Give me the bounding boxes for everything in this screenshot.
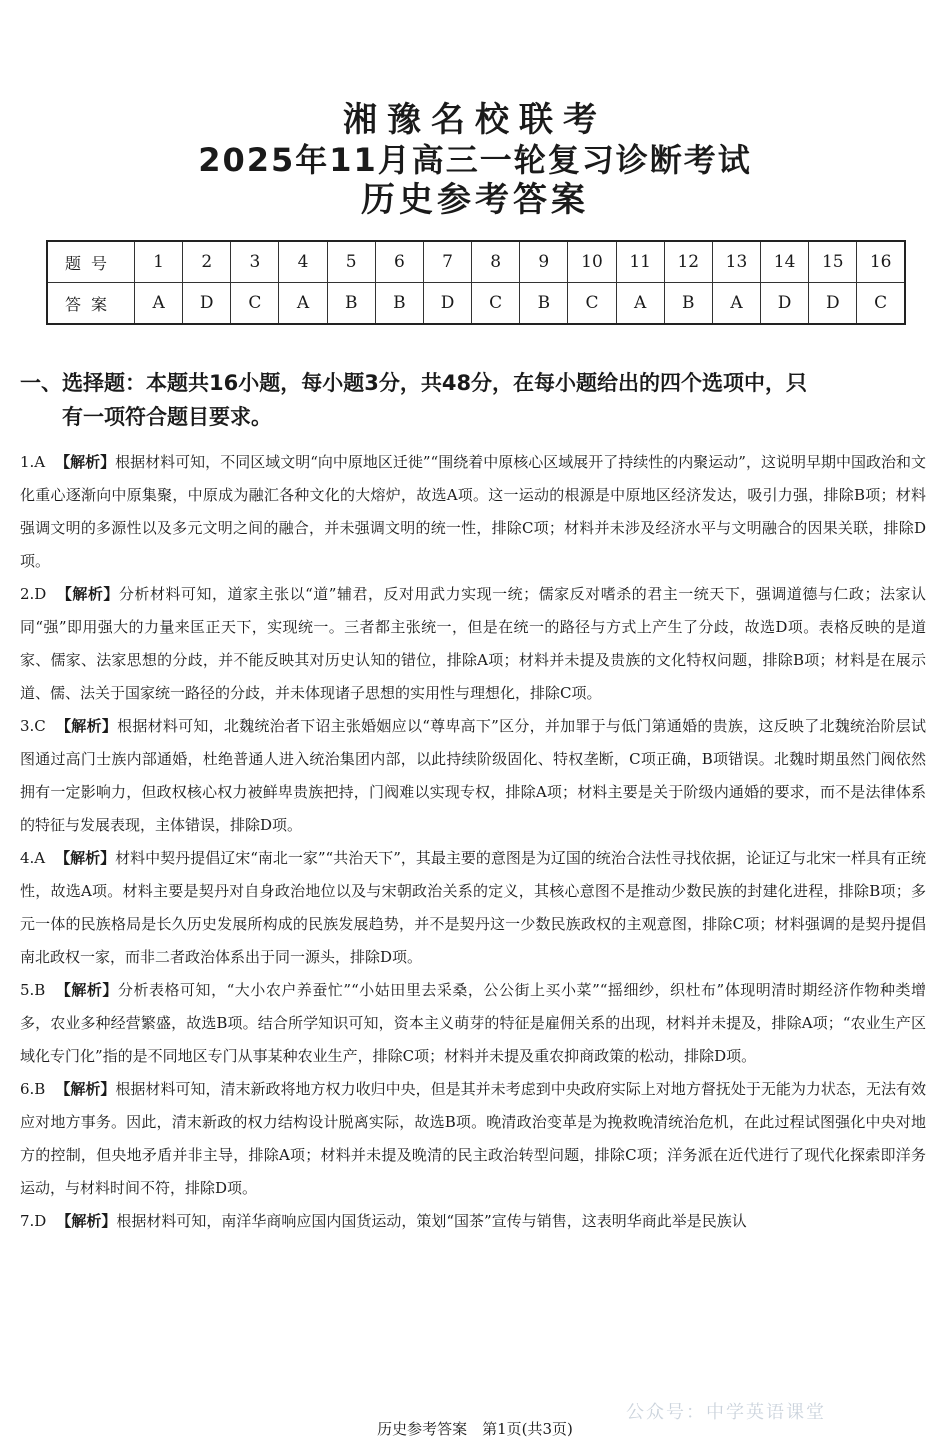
answer-cell: D	[761, 283, 809, 325]
answer-cell: D	[423, 283, 471, 325]
question-number-answer: 2.D	[20, 585, 47, 603]
question-explanation	[20, 974, 926, 1073]
analysis-tag: 【解析】	[55, 849, 116, 867]
question-number-cell: 10	[568, 241, 616, 283]
title-exam-name: 2025年11月高三一轮复习诊断考试	[198, 141, 752, 179]
analysis-text: 材料中契丹提倡辽宋“南北一家”“共治天下”，其最主要的意图是为辽国的统治合法性寻找依据，论证辽与北宋一样具有正统性，故选A项。材料主要是契丹对自身政治地位以及与宋朝政治关系的定义，其核心意图不是推动少数民族的封建化进程，排除B项；多元一体的民族格局是长久历史发展所构成的民族发展趋势，并不是契丹这一少数民族政权的主观意图，排除C项；材料强调的是契丹提倡南北政权一家，而非二者政治体系出于同一源头，排除D项。	[20, 849, 926, 966]
question-number-cell: 6	[375, 241, 423, 283]
question-number-answer: 6.B	[20, 1080, 46, 1098]
answer-cell: D	[809, 283, 857, 325]
analysis-tag: 【解析】	[55, 453, 116, 471]
question-number-cell: 8	[472, 241, 520, 283]
answer-table-number-row	[47, 241, 905, 283]
answer-cell: B	[520, 283, 568, 325]
answer-cell: C	[472, 283, 520, 325]
question-list	[20, 446, 926, 1238]
analysis-tag: 【解析】	[56, 1212, 117, 1230]
page-footer: 历史参考答案 第1页(共3页)	[377, 1420, 573, 1438]
analysis-tag: 【解析】	[55, 717, 118, 735]
question-number-cell: 15	[809, 241, 857, 283]
title-exam-union: 湘豫名校联考	[343, 100, 607, 140]
question-explanation	[20, 1073, 926, 1205]
analysis-text: 根据材料可知，不同区域文明“向中原地区迁徙”“围绕着中原核心区域展开了持续性的内聚运动”，这说明早期中国政治和文化重心逐渐向中原集聚，中原成为融汇各种文化的大熔炉，故选A项。这一运动的根源是中原地区经济发达，吸引力强，排除B项；材料强调文明的多源性以及多元文明之间的融合，并未强调文明的统一性，排除C项；材料并未涉及经济水平与文明融合的因果关联，排除D项。	[20, 453, 926, 570]
question-number-cell: 11	[616, 241, 664, 283]
section-heading	[20, 366, 930, 434]
answer-cell: A	[712, 283, 760, 325]
question-explanation	[20, 446, 926, 578]
section-heading-line1: 一、选择题：本题共16小题，每小题3分，共48分，在每小题给出的四个选项中，只	[20, 371, 808, 395]
question-number-cell: 13	[712, 241, 760, 283]
answer-cell: B	[327, 283, 375, 325]
answer-table-answer-label: 答案	[47, 283, 135, 325]
answer-cell: C	[857, 283, 905, 325]
question-number-answer: 3.C	[20, 717, 46, 735]
question-number-cell: 3	[231, 241, 279, 283]
question-number-cell: 1	[135, 241, 183, 283]
question-number-cell: 16	[857, 241, 905, 283]
question-number-answer: 1.A	[20, 453, 46, 471]
answer-cell: A	[135, 283, 183, 325]
watermark: 公众号：中学英语课堂	[626, 1402, 826, 1423]
answer-cell: C	[568, 283, 616, 325]
question-number-cell: 14	[761, 241, 809, 283]
question-number-answer: 5.B	[20, 981, 46, 999]
section-heading-line2: 有一项符合题目要求。	[62, 405, 272, 429]
question-number-cell: 5	[327, 241, 375, 283]
question-explanation	[20, 1205, 926, 1238]
answer-table-number-label: 题号	[47, 241, 135, 283]
analysis-text: 根据材料可知，北魏统治者下诏主张婚姻应以“尊卑高下”区分，并加罪于与低门第通婚的贵族，这反映了北魏统治阶层试图通过高门士族内部通婚，杜绝普通人进入统治集团内部，以此持续阶级固化、特权垄断，C项正确，B项错误。北魏时期虽然门阀依然拥有一定影响力，但政权核心权力被鲜卑贵族把持，门阀难以实现专权，排除A项；材料主要是关于阶级内通婚的要求，而不是法律体系的特征与发展表现，主体错误，排除D项。	[20, 717, 926, 834]
title-subject: 历史参考答案	[361, 180, 589, 220]
question-number-cell: 9	[520, 241, 568, 283]
question-number-cell: 7	[423, 241, 471, 283]
question-number-answer: 7.D	[20, 1212, 47, 1230]
analysis-text: 根据材料可知，南洋华商响应国内国货运动，策划“国茶”宣传与销售，这表明华商此举是民族认	[116, 1212, 747, 1230]
question-number-cell: 4	[279, 241, 327, 283]
analysis-tag: 【解析】	[55, 1080, 116, 1098]
answer-table	[46, 240, 906, 325]
analysis-text: 分析表格可知，“大小农户养蚕忙”“小姑田里去采桑，公公街上买小菜”“摇细纱，织杜布”体现明清时期经济作物种类增多，农业多种经营繁盛，故选B项。结合所学知识可知，资本主义萌芽的特征是雇佣关系的出现，材料并未提及，排除A项；“农业生产区域化专门化”指的是不同地区专门从事某种农业生产，排除C项；材料并未提及重农抑商政策的松动，排除D项。	[20, 981, 926, 1065]
answer-cell: C	[231, 283, 279, 325]
answer-cell: D	[183, 283, 231, 325]
question-explanation	[20, 578, 926, 710]
answer-cell: B	[664, 283, 712, 325]
question-number-answer: 4.A	[20, 849, 46, 867]
answer-table-answer-row	[47, 283, 905, 325]
title-block	[0, 100, 950, 220]
question-explanation	[20, 842, 926, 974]
analysis-tag: 【解析】	[55, 981, 118, 999]
question-explanation	[20, 710, 926, 842]
analysis-text: 根据材料可知，清末新政将地方权力收归中央，但是其并未考虑到中央政府实际上对地方督抚处于无能为力状态，无法有效应对地方事务。因此，清末新政的权力结构设计脱离实际，故选B项。晚清政治变革是为挽救晚清统治危机，在此过程试图强化中央对地方的控制，但央地矛盾并非主导，排除A项；材料并未提及晚清的民主政治转型问题，排除C项；洋务派在近代进行了现代化探索即洋务运动，与材料时间不符，排除D项。	[20, 1080, 926, 1197]
question-number-cell: 2	[183, 241, 231, 283]
analysis-text: 分析材料可知，道家主张以“道”辅君，反对用武力实现一统；儒家反对嗜杀的君主一统天下，强调道德与仁政；法家认同“强”即用强大的力量来匡正天下，实现统一。三者都主张统一，但是在统一的路径与方式上产生了分歧，故选D项。表格反映的是道家、儒家、法家思想的分歧，并不能反映其对历史认知的错位，排除A项；材料并未提及贵族的文化特权问题，排除B项；材料是在展示道、儒、法关于国家统一路径的分歧，并未体现诸子思想的实用性与理想化，排除C项。	[20, 585, 926, 702]
answer-cell: B	[375, 283, 423, 325]
answer-cell: A	[616, 283, 664, 325]
answer-cell: A	[279, 283, 327, 325]
question-number-cell: 12	[664, 241, 712, 283]
analysis-tag: 【解析】	[56, 585, 119, 603]
